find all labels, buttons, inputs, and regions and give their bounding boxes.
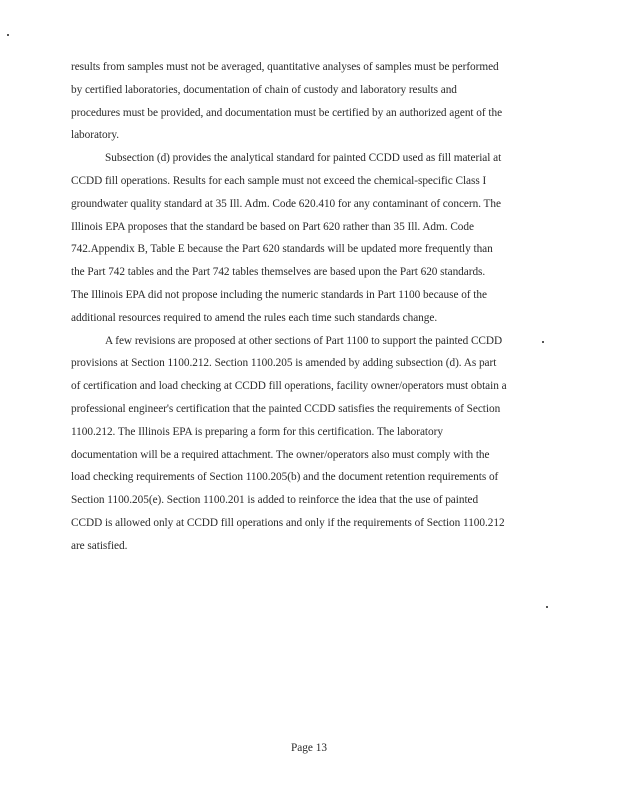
paragraph-subsection-d bbox=[71, 147, 543, 329]
text-line: procedures must be provided, and documentation must be certified by an authorized agent of the bbox=[71, 106, 503, 119]
paragraph-revisions bbox=[71, 330, 543, 558]
text-line: 742.Appendix B, Table E because the Part 620 standards will be updated more frequently than bbox=[71, 243, 493, 256]
text-line: by certified laboratories, documentation of chain of custody and laboratory results and bbox=[71, 83, 457, 96]
body-text bbox=[71, 56, 543, 558]
text-line: CCDD is allowed only at CCDD fill operations and only if the requirements of Section 1100.212 bbox=[71, 516, 505, 529]
text-line: load checking requirements of Section 1100.205(b) and the document retention requirements of bbox=[71, 471, 499, 484]
text-line: Section 1100.205(e). Section 1100.201 is added to reinforce the idea that the use of painted bbox=[71, 494, 479, 507]
paragraph-continuation bbox=[71, 56, 543, 147]
page-number: Page 13 bbox=[290, 742, 328, 754]
text-line: additional resources required to amend the rules each time such standards change. bbox=[71, 311, 438, 324]
text-line: The Illinois EPA did not propose including the numeric standards in Part 1100 because of the bbox=[71, 288, 487, 301]
text-line: laboratory. bbox=[71, 129, 119, 142]
text-line: professional engineer's certification that the painted CCDD satisfies the requirements of Section bbox=[71, 402, 501, 415]
text-line: documentation will be a required attachment. The owner/operators also must comply with the bbox=[71, 448, 490, 461]
text-line: are satisfied. bbox=[71, 539, 128, 552]
text-line: 1100.212. The Illinois EPA is preparing a form for this certification. The laboratory bbox=[71, 425, 443, 438]
text-line: CCDD fill operations. Results for each sample must not exceed the chemical-specific Class I bbox=[71, 174, 487, 187]
text-line: of certification and load checking at CCDD fill operations, facility owner/operators must obtain a bbox=[71, 380, 507, 393]
text-line: groundwater quality standard at 35 Ill. Adm. Code 620.410 for any contaminant of concern. The bbox=[71, 197, 501, 210]
text-line: results from samples must not be averaged, quantitative analyses of samples must be performed bbox=[71, 61, 499, 73]
text-line: provisions at Section 1100.212. Section 1100.205 is amended by adding subsection (d). As part bbox=[71, 357, 497, 370]
text-line: Subsection (d) provides the analytical standard for painted CCDD used as fill material at bbox=[105, 152, 502, 165]
text-line: the Part 742 tables and the Part 742 tables themselves are based upon the Part 620 standards. bbox=[71, 266, 486, 279]
scan-speck bbox=[546, 606, 548, 608]
scan-speck bbox=[7, 34, 9, 36]
text-line: A few revisions are proposed at other sections of Part 1100 to support the painted CCDD bbox=[105, 334, 503, 347]
text-line: Illinois EPA proposes that the standard be based on Part 620 rather than 35 Ill. Adm. Code bbox=[71, 220, 474, 233]
